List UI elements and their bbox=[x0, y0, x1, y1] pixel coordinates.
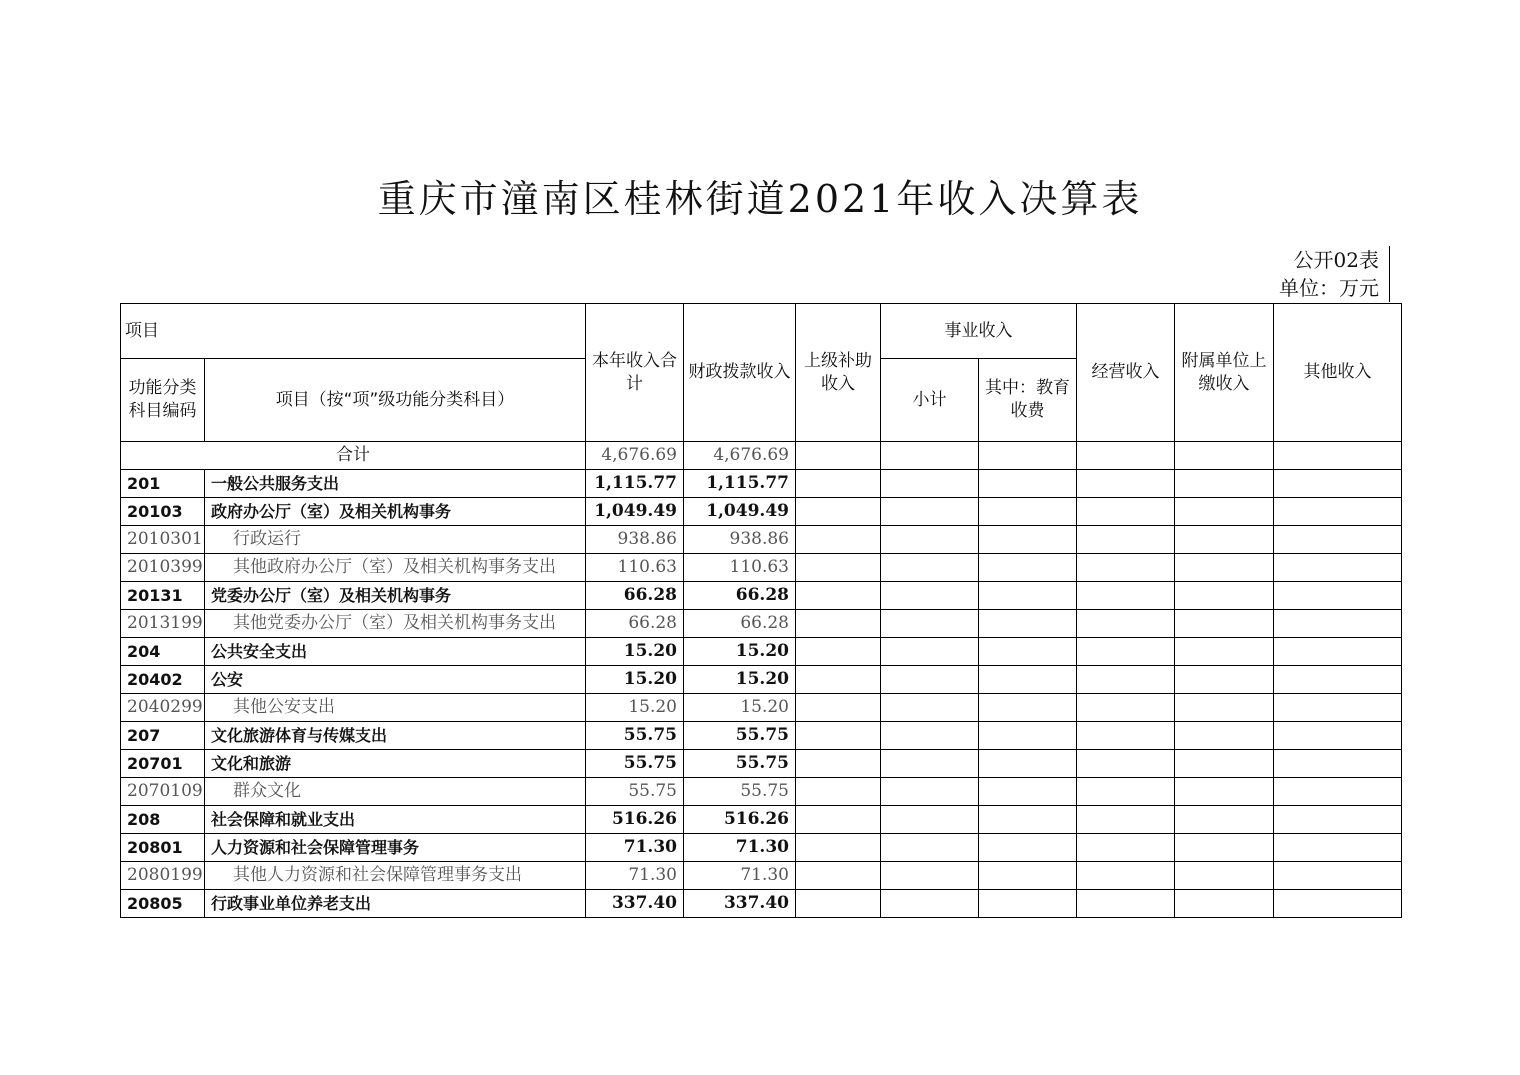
fiscal-cell: 55.75 bbox=[684, 778, 796, 806]
name-cell: 公共安全支出 bbox=[205, 638, 586, 666]
name-cell: 行政运行 bbox=[205, 526, 586, 554]
fiscal-cell: 1,049.49 bbox=[684, 498, 796, 526]
total-cell: 1,049.49 bbox=[586, 498, 684, 526]
empty-cell bbox=[979, 778, 1077, 806]
code-cell: 2013199 bbox=[121, 610, 205, 638]
total-cell: 516.26 bbox=[586, 806, 684, 834]
code-cell: 2040299 bbox=[121, 694, 205, 722]
fiscal-cell: 66.28 bbox=[684, 610, 796, 638]
empty-cell bbox=[979, 470, 1077, 498]
empty-cell bbox=[1274, 554, 1402, 582]
header-affiliate: 附属单位上缴收入 bbox=[1175, 304, 1274, 442]
table-row bbox=[121, 806, 1402, 834]
empty-cell bbox=[1175, 834, 1274, 862]
name-cell: 党委办公厅（室）及相关机构事务 bbox=[205, 582, 586, 610]
empty-cell bbox=[796, 834, 881, 862]
fiscal-cell: 71.30 bbox=[684, 862, 796, 890]
fiscal-cell: 15.20 bbox=[684, 638, 796, 666]
empty-cell bbox=[1274, 498, 1402, 526]
empty-cell bbox=[796, 806, 881, 834]
code-cell: 204 bbox=[121, 638, 205, 666]
empty-cell bbox=[979, 498, 1077, 526]
empty-cell bbox=[881, 442, 979, 470]
empty-cell bbox=[1274, 806, 1402, 834]
empty-cell bbox=[881, 610, 979, 638]
empty-cell bbox=[796, 778, 881, 806]
fiscal-cell: 15.20 bbox=[684, 666, 796, 694]
empty-cell bbox=[1175, 554, 1274, 582]
empty-cell bbox=[796, 638, 881, 666]
total-cell: 55.75 bbox=[586, 778, 684, 806]
empty-cell bbox=[1077, 722, 1175, 750]
code-cell: 208 bbox=[121, 806, 205, 834]
header-subtotal: 小计 bbox=[881, 359, 979, 442]
empty-cell bbox=[1077, 554, 1175, 582]
fiscal-cell: 55.75 bbox=[684, 750, 796, 778]
empty-cell bbox=[1077, 890, 1175, 918]
income-table bbox=[120, 303, 1402, 918]
empty-cell bbox=[1077, 470, 1175, 498]
table-row bbox=[121, 526, 1402, 554]
empty-cell bbox=[1274, 862, 1402, 890]
empty-cell bbox=[1077, 806, 1175, 834]
empty-cell bbox=[1077, 862, 1175, 890]
empty-cell bbox=[1175, 694, 1274, 722]
empty-cell bbox=[1274, 722, 1402, 750]
fiscal-cell: 66.28 bbox=[684, 582, 796, 610]
empty-cell bbox=[881, 722, 979, 750]
code-cell: 207 bbox=[121, 722, 205, 750]
empty-cell bbox=[796, 442, 881, 470]
table-row bbox=[121, 890, 1402, 918]
empty-cell bbox=[881, 750, 979, 778]
total-fiscal: 4,676.69 bbox=[684, 442, 796, 470]
empty-cell bbox=[1175, 778, 1274, 806]
empty-cell bbox=[1077, 442, 1175, 470]
empty-cell bbox=[1077, 526, 1175, 554]
empty-cell bbox=[881, 862, 979, 890]
empty-cell bbox=[979, 442, 1077, 470]
empty-cell bbox=[979, 862, 1077, 890]
fiscal-cell: 55.75 bbox=[684, 722, 796, 750]
empty-cell bbox=[1274, 638, 1402, 666]
empty-cell bbox=[881, 666, 979, 694]
empty-cell bbox=[979, 694, 1077, 722]
fiscal-cell: 337.40 bbox=[684, 890, 796, 918]
empty-cell bbox=[1274, 442, 1402, 470]
total-cell: 938.86 bbox=[586, 526, 684, 554]
unit-label: 单位：万元 bbox=[1279, 276, 1379, 300]
table-row bbox=[121, 638, 1402, 666]
table-row bbox=[121, 862, 1402, 890]
code-cell: 20103 bbox=[121, 498, 205, 526]
table-row bbox=[121, 694, 1402, 722]
empty-cell bbox=[881, 890, 979, 918]
empty-cell bbox=[796, 470, 881, 498]
table-row bbox=[121, 554, 1402, 582]
page-title: 重庆市潼南区桂林街道2021年收入决算表 bbox=[377, 177, 1143, 221]
name-cell: 公安 bbox=[205, 666, 586, 694]
header-code: 功能分类科目编码 bbox=[121, 359, 205, 442]
total-cell: 337.40 bbox=[586, 890, 684, 918]
table-header bbox=[121, 304, 1402, 442]
total-cell: 15.20 bbox=[586, 694, 684, 722]
table-row bbox=[121, 750, 1402, 778]
header-fiscal: 财政拨款收入 bbox=[684, 304, 796, 442]
empty-cell bbox=[1175, 498, 1274, 526]
header-item: 项目 bbox=[121, 304, 586, 359]
empty-cell bbox=[1077, 498, 1175, 526]
empty-cell bbox=[979, 806, 1077, 834]
code-cell: 2010301 bbox=[121, 526, 205, 554]
table-row bbox=[121, 582, 1402, 610]
empty-cell bbox=[796, 750, 881, 778]
code-cell: 20805 bbox=[121, 890, 205, 918]
table-body bbox=[121, 442, 1402, 918]
empty-cell bbox=[979, 666, 1077, 694]
total-cell: 1,115.77 bbox=[586, 470, 684, 498]
empty-cell bbox=[1274, 778, 1402, 806]
name-cell: 政府办公厅（室）及相关机构事务 bbox=[205, 498, 586, 526]
table-row bbox=[121, 834, 1402, 862]
empty-cell bbox=[1077, 750, 1175, 778]
header-edu: 其中：教育收费 bbox=[979, 359, 1077, 442]
empty-cell bbox=[1175, 750, 1274, 778]
empty-cell bbox=[881, 778, 979, 806]
empty-cell bbox=[1274, 666, 1402, 694]
name-cell: 一般公共服务支出 bbox=[205, 470, 586, 498]
empty-cell bbox=[1175, 806, 1274, 834]
code-cell: 201 bbox=[121, 470, 205, 498]
empty-cell bbox=[881, 498, 979, 526]
empty-cell bbox=[1274, 526, 1402, 554]
empty-cell bbox=[1175, 638, 1274, 666]
empty-cell bbox=[979, 554, 1077, 582]
total-cell: 15.20 bbox=[586, 638, 684, 666]
empty-cell bbox=[881, 806, 979, 834]
empty-cell bbox=[796, 498, 881, 526]
header-career: 事业收入 bbox=[881, 304, 1077, 359]
total-amount: 4,676.69 bbox=[586, 442, 684, 470]
total-row bbox=[121, 442, 1402, 470]
code-cell: 20701 bbox=[121, 750, 205, 778]
empty-cell bbox=[1274, 750, 1402, 778]
empty-cell bbox=[1175, 582, 1274, 610]
empty-cell bbox=[1175, 722, 1274, 750]
fiscal-cell: 71.30 bbox=[684, 834, 796, 862]
empty-cell bbox=[1274, 610, 1402, 638]
empty-cell bbox=[881, 638, 979, 666]
empty-cell bbox=[979, 610, 1077, 638]
total-cell: 55.75 bbox=[586, 750, 684, 778]
empty-cell bbox=[1077, 694, 1175, 722]
total-cell: 66.28 bbox=[586, 582, 684, 610]
total-cell: 15.20 bbox=[586, 666, 684, 694]
table-row bbox=[121, 722, 1402, 750]
empty-cell bbox=[1175, 890, 1274, 918]
empty-cell bbox=[1274, 890, 1402, 918]
header-name: 项目（按“项”级功能分类科目） bbox=[205, 359, 586, 442]
empty-cell bbox=[979, 890, 1077, 918]
fiscal-cell: 1,115.77 bbox=[684, 470, 796, 498]
table-meta bbox=[1279, 246, 1390, 302]
name-cell: 文化和旅游 bbox=[205, 750, 586, 778]
table-row bbox=[121, 470, 1402, 498]
table-row bbox=[121, 778, 1402, 806]
code-cell: 2070109 bbox=[121, 778, 205, 806]
empty-cell bbox=[1077, 666, 1175, 694]
fiscal-cell: 110.63 bbox=[684, 554, 796, 582]
empty-cell bbox=[979, 750, 1077, 778]
table-row bbox=[121, 610, 1402, 638]
empty-cell bbox=[796, 890, 881, 918]
total-cell: 110.63 bbox=[586, 554, 684, 582]
empty-cell bbox=[1274, 582, 1402, 610]
empty-cell bbox=[1274, 834, 1402, 862]
total-cell: 71.30 bbox=[586, 862, 684, 890]
name-cell: 其他公安支出 bbox=[205, 694, 586, 722]
empty-cell bbox=[979, 722, 1077, 750]
fiscal-cell: 15.20 bbox=[684, 694, 796, 722]
name-cell: 其他党委办公厅（室）及相关机构事务支出 bbox=[205, 610, 586, 638]
empty-cell bbox=[1175, 610, 1274, 638]
fiscal-cell: 938.86 bbox=[684, 526, 796, 554]
empty-cell bbox=[881, 694, 979, 722]
name-cell: 人力资源和社会保障管理事务 bbox=[205, 834, 586, 862]
name-cell: 其他人力资源和社会保障管理事务支出 bbox=[205, 862, 586, 890]
total-label: 合计 bbox=[121, 442, 586, 470]
empty-cell bbox=[1077, 834, 1175, 862]
empty-cell bbox=[1175, 862, 1274, 890]
header-superior: 上级补助收入 bbox=[796, 304, 881, 442]
total-cell: 55.75 bbox=[586, 722, 684, 750]
header-other: 其他收入 bbox=[1274, 304, 1402, 442]
empty-cell bbox=[979, 526, 1077, 554]
name-cell: 其他政府办公厅（室）及相关机构事务支出 bbox=[205, 554, 586, 582]
code-cell: 2080199 bbox=[121, 862, 205, 890]
empty-cell bbox=[1175, 666, 1274, 694]
name-cell: 行政事业单位养老支出 bbox=[205, 890, 586, 918]
total-cell: 71.30 bbox=[586, 834, 684, 862]
header-operating: 经营收入 bbox=[1077, 304, 1175, 442]
empty-cell bbox=[796, 666, 881, 694]
empty-cell bbox=[1175, 442, 1274, 470]
empty-cell bbox=[1077, 778, 1175, 806]
name-cell: 群众文化 bbox=[205, 778, 586, 806]
empty-cell bbox=[881, 582, 979, 610]
total-cell: 66.28 bbox=[586, 610, 684, 638]
empty-cell bbox=[796, 526, 881, 554]
empty-cell bbox=[1274, 470, 1402, 498]
empty-cell bbox=[796, 582, 881, 610]
empty-cell bbox=[1077, 582, 1175, 610]
code-cell: 2010399 bbox=[121, 554, 205, 582]
empty-cell bbox=[1077, 610, 1175, 638]
fiscal-cell: 516.26 bbox=[684, 806, 796, 834]
table-row bbox=[121, 666, 1402, 694]
empty-cell bbox=[796, 610, 881, 638]
empty-cell bbox=[1175, 526, 1274, 554]
empty-cell bbox=[796, 694, 881, 722]
empty-cell bbox=[1077, 638, 1175, 666]
code-cell: 20402 bbox=[121, 666, 205, 694]
empty-cell bbox=[979, 582, 1077, 610]
empty-cell bbox=[979, 834, 1077, 862]
empty-cell bbox=[1274, 694, 1402, 722]
name-cell: 社会保障和就业支出 bbox=[205, 806, 586, 834]
empty-cell bbox=[881, 526, 979, 554]
empty-cell bbox=[881, 554, 979, 582]
empty-cell bbox=[796, 862, 881, 890]
empty-cell bbox=[796, 722, 881, 750]
table-row bbox=[121, 498, 1402, 526]
empty-cell bbox=[979, 638, 1077, 666]
table-number: 公开02表 bbox=[1293, 248, 1379, 272]
code-cell: 20801 bbox=[121, 834, 205, 862]
code-cell: 20131 bbox=[121, 582, 205, 610]
empty-cell bbox=[796, 554, 881, 582]
empty-cell bbox=[881, 834, 979, 862]
header-total: 本年收入合计 bbox=[586, 304, 684, 442]
name-cell: 文化旅游体育与传媒支出 bbox=[205, 722, 586, 750]
empty-cell bbox=[1175, 470, 1274, 498]
empty-cell bbox=[881, 470, 979, 498]
